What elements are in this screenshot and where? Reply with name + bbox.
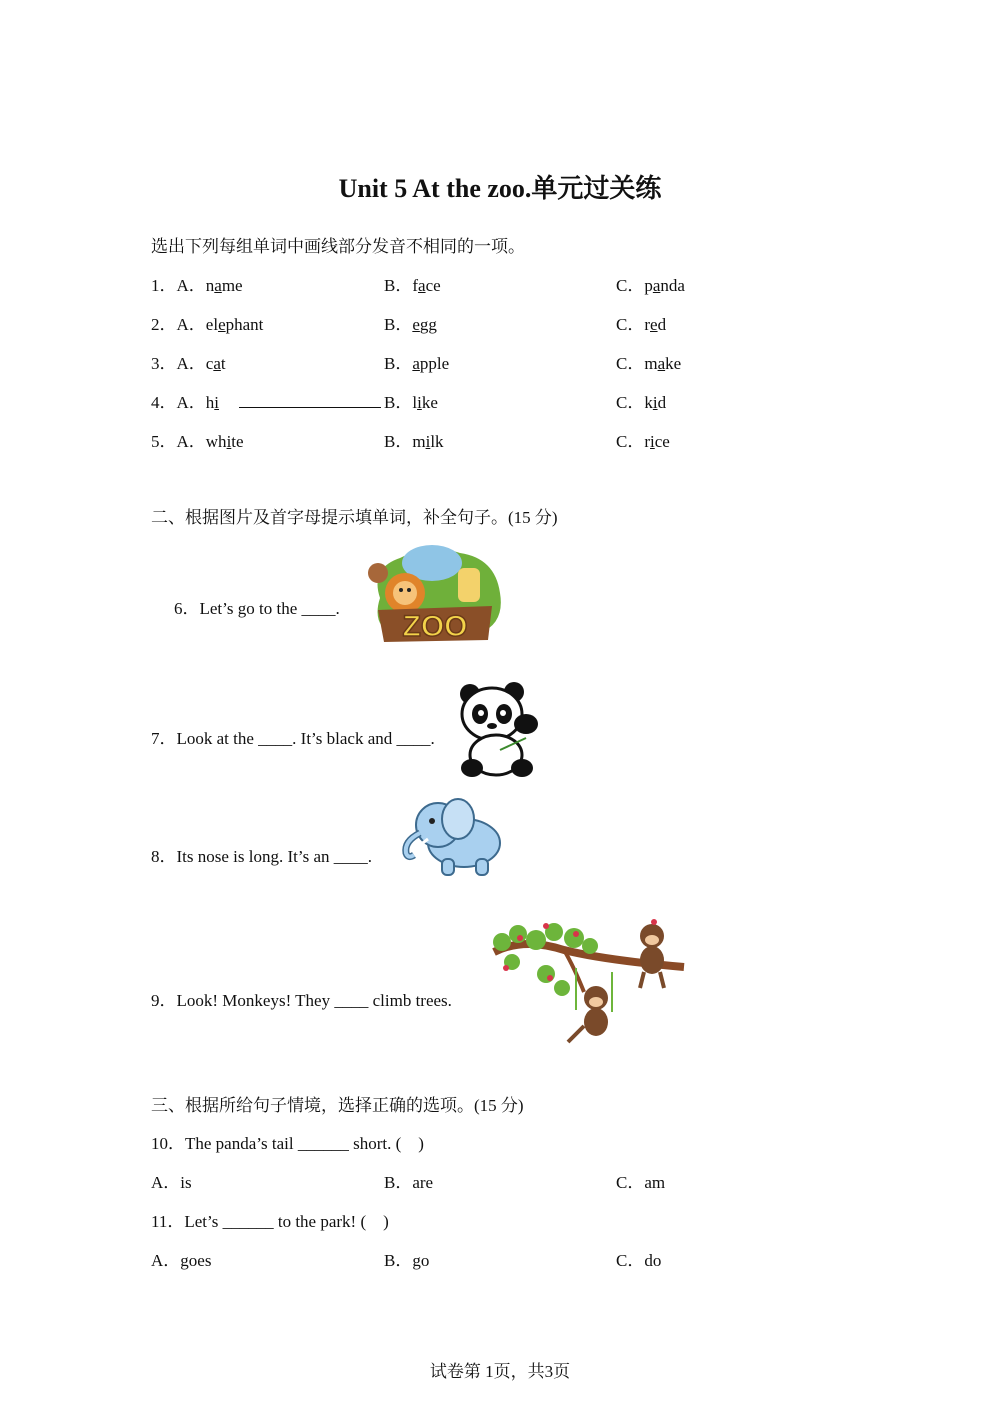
word-part: l bbox=[412, 393, 418, 412]
word-part: ce bbox=[654, 432, 670, 451]
answer-blank[interactable]: ____ bbox=[396, 729, 431, 748]
word-part: wh bbox=[205, 432, 227, 451]
underlined-letters: i bbox=[650, 432, 655, 451]
option-label: B． bbox=[384, 432, 413, 451]
question-number: 8． bbox=[151, 847, 177, 866]
question-11-option-a[interactable]: A．goes bbox=[151, 1251, 212, 1270]
answer-blank[interactable]: ____ bbox=[333, 847, 368, 866]
underlined-letters: e bbox=[650, 315, 658, 334]
word-part: k bbox=[644, 393, 653, 412]
option-label: A． bbox=[176, 276, 206, 295]
question-2-option-a[interactable] bbox=[151, 310, 263, 335]
word-part: c bbox=[205, 354, 214, 373]
word-part: r bbox=[644, 315, 651, 334]
question-text: Let’s go to the bbox=[199, 599, 302, 618]
option-label: B． bbox=[384, 315, 413, 334]
zoo-sign-text: ZOO bbox=[402, 610, 468, 643]
word-part: ce bbox=[425, 276, 441, 295]
underlined-letters: i bbox=[214, 393, 220, 412]
word-part: d bbox=[657, 315, 667, 334]
underlined-letters: i bbox=[417, 393, 422, 412]
zoo-sign-picture bbox=[360, 538, 510, 646]
word-part: te bbox=[231, 432, 244, 451]
word-part: phant bbox=[225, 315, 264, 334]
word-part: pple bbox=[419, 354, 450, 373]
word-part: f bbox=[412, 276, 419, 295]
question-4-option-b[interactable] bbox=[384, 388, 438, 413]
word-part: d bbox=[657, 393, 667, 412]
word-part: t bbox=[220, 354, 226, 373]
section-3-heading: 三、根据所给句子情境，选择正确的选项。(15 分) bbox=[151, 1096, 524, 1115]
word-part: m bbox=[412, 432, 426, 451]
question-text: climb trees. bbox=[368, 991, 452, 1010]
question-text: Its nose is long. It’s an bbox=[176, 847, 334, 866]
answer-blank[interactable]: ____ bbox=[301, 599, 336, 618]
question-number: 4． bbox=[151, 393, 177, 412]
word-part: gg bbox=[419, 315, 437, 334]
word-part: nda bbox=[660, 276, 685, 295]
underlined-letters: i bbox=[226, 432, 232, 451]
option-label: B． bbox=[384, 276, 413, 295]
word-part: h bbox=[205, 393, 215, 412]
question-10-option-c[interactable]: C．am bbox=[616, 1173, 666, 1192]
question-5-option-c[interactable] bbox=[616, 427, 670, 452]
elephant-picture bbox=[398, 795, 506, 881]
option-label: B． bbox=[384, 354, 413, 373]
question-4-option-a[interactable] bbox=[151, 388, 381, 413]
question-text: Look! Monkeys! They bbox=[176, 991, 335, 1010]
word-part: lk bbox=[430, 432, 444, 451]
question-text: . It’s black and bbox=[292, 729, 397, 748]
question-1-option-c[interactable] bbox=[616, 271, 685, 296]
word-part: m bbox=[644, 354, 658, 373]
stray-underline bbox=[239, 393, 381, 408]
word-part: r bbox=[644, 432, 651, 451]
question-text: . bbox=[367, 847, 372, 866]
underlined-letters: a bbox=[657, 354, 666, 373]
page-footer: 试卷第 1页，共3页 bbox=[429, 1362, 571, 1381]
word-part: el bbox=[205, 315, 219, 334]
option-label: C． bbox=[616, 315, 645, 334]
question-10-option-b[interactable]: B．are bbox=[384, 1173, 434, 1192]
panda-picture bbox=[456, 680, 546, 780]
word-part: n bbox=[205, 276, 215, 295]
question-text: Look at the bbox=[176, 729, 259, 748]
word-part: ke bbox=[421, 393, 438, 412]
underlined-letters: a bbox=[418, 276, 426, 295]
section-1-heading: 选出下列每组单词中画线部分发音不相同的一项。 bbox=[151, 237, 525, 256]
option-label: A． bbox=[176, 432, 206, 451]
page-title: Unit 5 At the zoo.单元过关练 bbox=[338, 174, 662, 203]
question-5-option-a[interactable] bbox=[151, 427, 244, 452]
question-7 bbox=[151, 724, 435, 749]
question-text: . bbox=[430, 729, 435, 748]
underlined-letters: i bbox=[652, 393, 658, 412]
giraffe-shape bbox=[458, 568, 480, 602]
question-2-option-c[interactable] bbox=[616, 310, 666, 335]
underlined-letters: a bbox=[213, 354, 221, 373]
option-label: C． bbox=[616, 276, 645, 295]
monkeys-tree-picture bbox=[484, 912, 686, 1050]
word-part: me bbox=[221, 276, 243, 295]
question-2-option-b[interactable] bbox=[384, 310, 437, 335]
question-6 bbox=[174, 594, 340, 619]
question-number: 5． bbox=[151, 432, 177, 451]
monkey-shape bbox=[368, 563, 388, 583]
underlined-letters: a bbox=[214, 276, 222, 295]
question-3-option-a[interactable] bbox=[151, 349, 226, 374]
question-number: 6． bbox=[174, 599, 200, 618]
question-number: 1． bbox=[151, 276, 177, 295]
word-part: ke bbox=[665, 354, 682, 373]
option-label: A． bbox=[176, 393, 206, 412]
question-5-option-b[interactable] bbox=[384, 427, 444, 452]
word-part: p bbox=[644, 276, 653, 295]
question-1-option-a[interactable] bbox=[151, 271, 243, 296]
answer-blank[interactable]: ____ bbox=[258, 729, 293, 748]
underlined-letters: a bbox=[652, 276, 661, 295]
underlined-letters: e bbox=[218, 315, 226, 334]
underlined-letters: a bbox=[412, 354, 420, 373]
question-11-option-c[interactable]: C．do bbox=[616, 1251, 662, 1270]
option-label: A． bbox=[176, 354, 206, 373]
section-2-heading: 二、根据图片及首字母提示填单词，补全句子。(15 分) bbox=[151, 508, 558, 527]
question-number: 9． bbox=[151, 991, 177, 1010]
question-number: 7． bbox=[151, 729, 177, 748]
option-label: C． bbox=[616, 432, 645, 451]
answer-blank[interactable]: ____ bbox=[334, 991, 369, 1010]
question-1-option-b[interactable] bbox=[384, 271, 441, 296]
question-10-stem: 10．The panda’s tail ______ short. ( ) bbox=[151, 1134, 424, 1153]
option-label: C． bbox=[616, 354, 645, 373]
question-number: 2． bbox=[151, 315, 177, 334]
underlined-letters: e bbox=[412, 315, 420, 334]
question-10-option-a[interactable]: A．is bbox=[151, 1173, 192, 1192]
question-4-option-c[interactable] bbox=[616, 388, 666, 413]
question-11-stem: 11．Let’s ______ to the park! ( ) bbox=[151, 1212, 389, 1231]
question-text: . bbox=[335, 599, 340, 618]
question-8 bbox=[151, 842, 372, 867]
option-label: B． bbox=[384, 393, 413, 412]
question-11-option-b[interactable]: B．go bbox=[384, 1251, 430, 1270]
question-3-option-c[interactable] bbox=[616, 349, 681, 374]
option-label: A． bbox=[176, 315, 206, 334]
underlined-letters: i bbox=[425, 432, 431, 451]
option-label: C． bbox=[616, 393, 645, 412]
question-3-option-b[interactable] bbox=[384, 349, 449, 374]
question-9 bbox=[151, 986, 452, 1011]
question-number: 3． bbox=[151, 354, 177, 373]
